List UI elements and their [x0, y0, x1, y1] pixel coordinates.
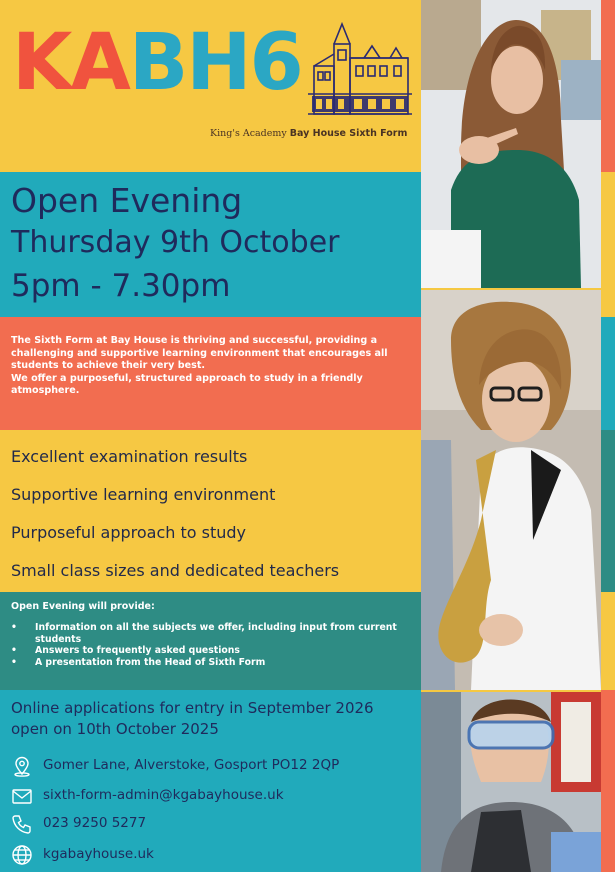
key-point: Small class sizes and dedicated teachers — [11, 561, 340, 580]
edge-stripe-coral — [601, 690, 615, 872]
online-line-2: open on 10th October 2025 — [11, 720, 219, 738]
key-points-list — [11, 447, 416, 599]
intro-text — [11, 335, 413, 398]
logo-letters — [12, 18, 302, 108]
edge-stripe-teal — [601, 317, 615, 430]
key-point: Supportive learning environment — [11, 485, 276, 504]
intro-paragraph-2: We offer a purposeful, structured approach to study in a friendly atmosphere. — [11, 372, 363, 396]
email-icon — [11, 785, 33, 807]
tagline-bold: Bay House Sixth Form — [289, 128, 408, 139]
phone-icon — [11, 813, 33, 835]
key-point: Excellent examination results — [11, 447, 248, 466]
contact-email[interactable] — [11, 785, 416, 807]
edge-stripe-yellow — [601, 592, 615, 690]
student-photo-3-image — [421, 692, 601, 872]
globe-icon — [11, 844, 33, 866]
event-time: 5pm - 7.30pm — [11, 268, 231, 304]
building-illustration-icon — [308, 14, 412, 122]
tagline-prefix: King's Academy — [210, 128, 287, 139]
student-photo-2-image — [421, 290, 601, 690]
provide-item: • Answers to frequently asked questions — [11, 645, 401, 657]
logo-ka: KA — [12, 18, 129, 108]
edge-stripe-dark-teal — [601, 430, 615, 592]
logo-bh6: BH6 — [128, 18, 302, 108]
provide-item: • A presentation from the Head of Sixth Form — [11, 657, 401, 669]
phone-text[interactable]: 023 9250 5277 — [43, 815, 147, 831]
provide-item: • Information on all the subjects we offer, including input from current students — [11, 622, 401, 645]
key-point: Purposeful approach to study — [11, 523, 246, 542]
edge-stripe-yellow — [601, 172, 615, 317]
intro-paragraph-1: The Sixth Form at Bay House is thriving and successful, providing a challenging and supportive learning environment that encourages all students to achieve their very best. — [11, 335, 388, 371]
edge-stripe-coral — [601, 0, 615, 172]
website-text[interactable]: kgabayhouse.uk — [43, 846, 154, 862]
address-text: Gomer Lane, Alverstoke, Gosport PO12 2QP — [43, 757, 340, 773]
email-text[interactable]: sixth-form-admin@kgabayhouse.uk — [43, 787, 284, 803]
photo-column — [421, 0, 601, 872]
photo-student-gesturing — [421, 0, 601, 288]
online-applications-notice — [11, 698, 416, 740]
photo-student-saxophone — [421, 290, 601, 690]
logo-tagline — [210, 128, 407, 139]
student-photo-1-image — [421, 0, 601, 288]
event-date: Thursday 9th October — [11, 225, 340, 260]
online-line-1: Online applications for entry in September 2026 — [11, 699, 374, 717]
school-logo — [12, 18, 412, 154]
location-icon — [11, 755, 33, 777]
contact-website[interactable] — [11, 844, 416, 866]
provide-list — [11, 622, 401, 668]
contact-address — [11, 755, 416, 777]
event-title: Open Evening — [11, 181, 243, 220]
contact-phone[interactable] — [11, 813, 416, 835]
provide-heading: Open Evening will provide: — [11, 601, 155, 612]
photo-student-goggles — [421, 692, 601, 872]
